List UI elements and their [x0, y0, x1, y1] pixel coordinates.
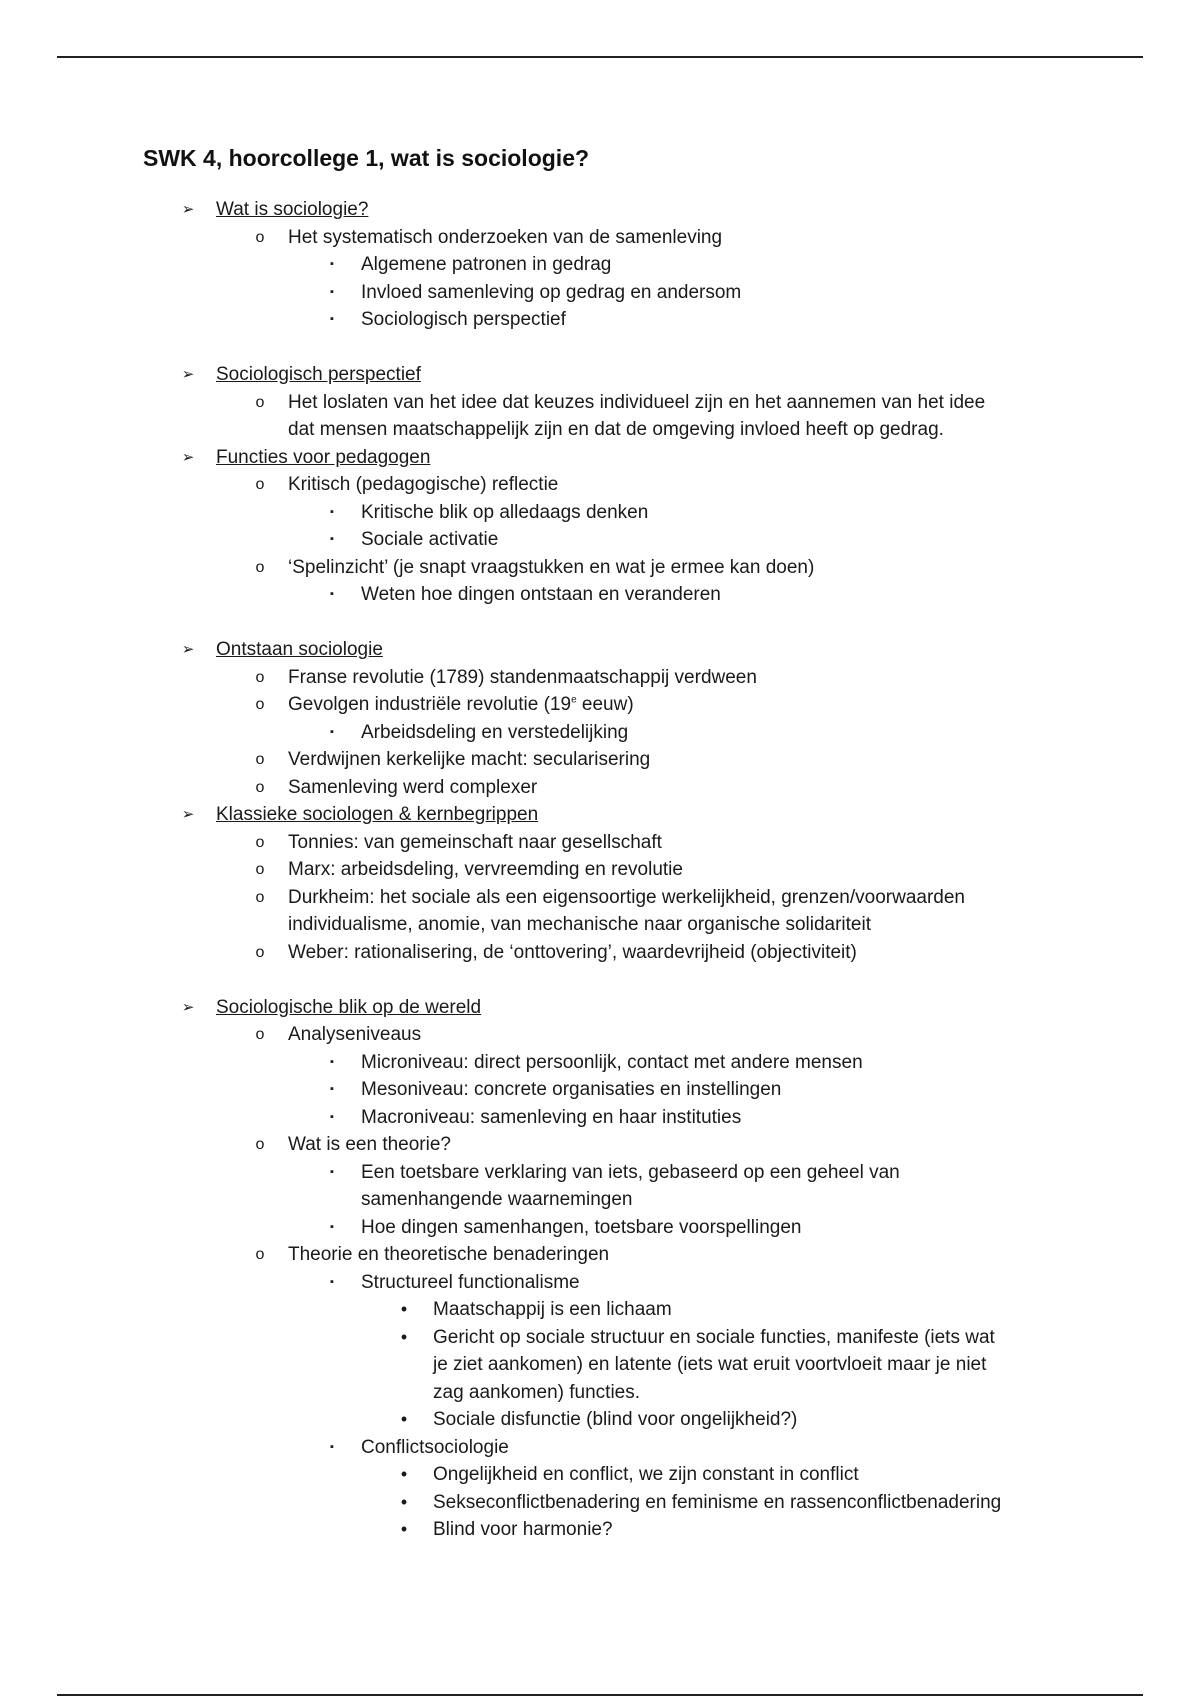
- list-item-continuation: [0, 1351, 1200, 1379]
- dot-bullet-icon: •: [400, 1519, 408, 1539]
- circle-bullet-icon: o: [255, 778, 265, 796]
- circle-bullet-icon: o: [255, 1246, 265, 1263]
- item-text: Hoe dingen samenhangen, toetsbare voorspellingen: [361, 1216, 802, 1238]
- circle-bullet-icon: o: [255, 393, 265, 411]
- page-title: SWK 4, hoorcollege 1, wat is sociologie?: [143, 145, 590, 171]
- item-text: Marx: arbeidsdeling, vervreemding en revolutie: [288, 859, 683, 880]
- list-item: [0, 1131, 1200, 1159]
- section-heading: [0, 361, 1200, 389]
- list-item: [0, 774, 1200, 802]
- circle-bullet-icon: o: [255, 1136, 265, 1153]
- list-item: [0, 829, 1200, 857]
- square-bullet-icon: ▪: [330, 1110, 334, 1123]
- list-item: [0, 1241, 1200, 1269]
- dot-bullet-icon: •: [400, 1409, 408, 1429]
- square-bullet-icon: ▪: [330, 505, 334, 518]
- sub-list-item: [0, 526, 1200, 554]
- item-text: Arbeidsdeling en verstedelijking: [361, 721, 629, 743]
- list-item: [0, 939, 1200, 967]
- arrow-bullet-icon: ➢: [181, 448, 195, 466]
- sub-list-item: [0, 719, 1200, 747]
- circle-bullet-icon: o: [255, 861, 265, 878]
- item-text: Kritisch (pedagogische) reflectie: [288, 474, 559, 495]
- item-text: Weber: rationalisering, de ‘onttovering’, waardevrijheid (objectiviteit): [288, 941, 857, 963]
- item-text: Structureel functionalisme: [361, 1271, 580, 1293]
- item-text: Mesoniveau: concrete organisaties en instellingen: [361, 1079, 782, 1100]
- item-text: Sociologisch perspectief: [216, 364, 421, 385]
- list-item-continuation: [0, 1379, 1200, 1407]
- section-heading: [0, 636, 1200, 664]
- footer-rule: [57, 1694, 1143, 1696]
- item-text: Maatschappij is een lichaam: [433, 1299, 672, 1320]
- header-rule: [57, 56, 1143, 58]
- square-bullet-icon: ▪: [330, 258, 334, 270]
- arrow-bullet-icon: ➢: [181, 201, 195, 218]
- item-text: je ziet aankomen) en latente (iets wat eruit voortvloeit maar je niet: [433, 1354, 987, 1375]
- section-heading: [0, 196, 1200, 224]
- sub-sub-list-item: [0, 1296, 1200, 1324]
- sub-sub-list-item: [0, 1461, 1200, 1489]
- dot-bullet-icon: •: [400, 1326, 408, 1347]
- circle-bullet-icon: o: [255, 1026, 265, 1043]
- outline: [0, 196, 1200, 1544]
- sub-list-item: [0, 1434, 1200, 1462]
- item-text: Tonnies: van gemeinschaft naar gesellschaft: [288, 831, 662, 853]
- sub-sub-list-item: [0, 1516, 1200, 1544]
- circle-bullet-icon: o: [255, 668, 265, 686]
- list-item: [0, 1021, 1200, 1049]
- spacer: [0, 334, 1200, 362]
- sub-list-item: [0, 499, 1200, 527]
- list-item-continuation: [0, 416, 1200, 444]
- list-item: [0, 691, 1200, 719]
- square-bullet-icon: ▪: [330, 1083, 334, 1095]
- square-bullet-icon: ▪: [330, 313, 334, 325]
- item-text: Ongelijkheid en conflict, we zijn constant in conflict: [433, 1464, 859, 1485]
- list-item: [0, 884, 1200, 912]
- arrow-bullet-icon: ➢: [181, 998, 195, 1016]
- sub-sub-list-item: [0, 1324, 1200, 1352]
- square-bullet-icon: ▪: [330, 725, 334, 738]
- list-item-continuation: [0, 1186, 1200, 1214]
- sub-list-item: [0, 1269, 1200, 1297]
- item-text: Invloed samenleving op gedrag en andersom: [361, 281, 742, 303]
- square-bullet-icon: ▪: [330, 285, 334, 298]
- square-bullet-icon: ▪: [330, 533, 334, 545]
- item-text: Sociale activatie: [361, 529, 499, 550]
- item-text: Kritische blik op alledaags denken: [361, 501, 649, 523]
- spacer: [0, 609, 1200, 637]
- sub-sub-list-item: [0, 1406, 1200, 1434]
- item-text: Verdwijnen kerkelijke macht: secularisering: [288, 749, 651, 770]
- arrow-bullet-icon: ➢: [181, 641, 195, 658]
- item-text: Analyseniveaus: [288, 1024, 422, 1045]
- item-text: samenhangende waarnemingen: [361, 1189, 633, 1210]
- list-item: [0, 471, 1200, 499]
- item-text: Het loslaten van het idee dat keuzes individueel zijn en het aannemen van het idee: [288, 391, 986, 413]
- item-text: ‘Spelinzicht’ (je snapt vraagstukken en wat je ermee kan doen): [288, 556, 815, 578]
- list-item-continuation: [0, 911, 1200, 939]
- item-text: Durkheim: het sociale als een eigensoortige werkelijkheid, grenzen/voorwaarden: [288, 886, 965, 908]
- superscript: e: [571, 694, 577, 706]
- item-text: Functies voor pedagogen: [216, 446, 431, 468]
- item-text: Sociologisch perspectief: [361, 309, 566, 330]
- item-text: Algemene patronen in gedrag: [361, 254, 612, 275]
- square-bullet-icon: ▪: [330, 1165, 334, 1178]
- square-bullet-icon: ▪: [330, 588, 334, 600]
- arrow-bullet-icon: ➢: [181, 806, 195, 823]
- list-item: [0, 224, 1200, 252]
- circle-bullet-icon: o: [255, 228, 265, 246]
- sub-list-item: [0, 279, 1200, 307]
- item-text: Microniveau: direct persoonlijk, contact met andere mensen: [361, 1051, 863, 1073]
- square-bullet-icon: ▪: [330, 1275, 334, 1288]
- item-text: Wat is een theorie?: [288, 1134, 451, 1155]
- item-text: zag aankomen) functies.: [433, 1381, 641, 1403]
- sub-list-item: [0, 581, 1200, 609]
- circle-bullet-icon: o: [255, 943, 265, 961]
- item-text: Macroniveau: samenleving en haar instituties: [361, 1106, 742, 1128]
- square-bullet-icon: ▪: [330, 1220, 334, 1233]
- circle-bullet-icon: o: [255, 558, 265, 576]
- section-heading: [0, 801, 1200, 829]
- item-text: dat mensen maatschappelijk zijn en dat de omgeving invloed heeft op gedrag.: [288, 419, 944, 440]
- sub-list-item: [0, 1076, 1200, 1104]
- spacer: [0, 966, 1200, 994]
- item-text: Blind voor harmonie?: [433, 1519, 613, 1540]
- item-text: individualisme, anomie, van mechanische naar organische solidariteit: [288, 914, 871, 935]
- circle-bullet-icon: o: [255, 833, 265, 851]
- item-text: Sekseconflictbenadering en feminisme en rassenconflictbenadering: [433, 1491, 1002, 1513]
- sub-sub-list-item: [0, 1489, 1200, 1517]
- section-heading: [0, 444, 1200, 472]
- dot-bullet-icon: •: [400, 1491, 408, 1512]
- item-text: Wat is sociologie?: [216, 199, 369, 220]
- arrow-bullet-icon: ➢: [181, 366, 195, 383]
- item-text: Ontstaan sociologie: [216, 639, 383, 660]
- sub-list-item: [0, 306, 1200, 334]
- sub-list-item: [0, 1214, 1200, 1242]
- sub-list-item: [0, 251, 1200, 279]
- list-item: [0, 746, 1200, 774]
- sub-list-item: [0, 1049, 1200, 1077]
- square-bullet-icon: ▪: [330, 1055, 334, 1068]
- dot-bullet-icon: •: [400, 1464, 408, 1484]
- list-item: [0, 664, 1200, 692]
- item-text: Gevolgen industriële revolutie (19e eeuw): [288, 694, 634, 715]
- circle-bullet-icon: o: [255, 751, 265, 768]
- item-text: Sociale disfunctie (blind voor ongelijkheid?): [433, 1409, 798, 1430]
- list-item: [0, 856, 1200, 884]
- item-text: Klassieke sociologen & kernbegrippen: [216, 804, 539, 825]
- circle-bullet-icon: o: [255, 888, 265, 906]
- dot-bullet-icon: •: [400, 1299, 408, 1319]
- section-heading: [0, 994, 1200, 1022]
- item-text: Gericht op sociale structuur en sociale functies, manifeste (iets wat: [433, 1326, 995, 1348]
- sub-list-item: [0, 1159, 1200, 1187]
- square-bullet-icon: ▪: [330, 1440, 334, 1453]
- list-item: [0, 554, 1200, 582]
- item-text: Het systematisch onderzoeken van de samenleving: [288, 226, 723, 248]
- item-text: Conflictsociologie: [361, 1436, 509, 1458]
- item-text: Weten hoe dingen ontstaan en veranderen: [361, 584, 721, 605]
- circle-bullet-icon: o: [255, 696, 265, 713]
- item-text: Samenleving werd complexer: [288, 776, 538, 798]
- item-text: Franse revolutie (1789) standenmaatschappij verdween: [288, 666, 757, 688]
- list-item: [0, 389, 1200, 417]
- sub-list-item: [0, 1104, 1200, 1132]
- circle-bullet-icon: o: [255, 476, 265, 493]
- item-text: Een toetsbare verklaring van iets, gebaseerd op een geheel van: [361, 1161, 900, 1183]
- item-text: Theorie en theoretische benaderingen: [288, 1244, 610, 1265]
- item-text: Sociologische blik op de wereld: [216, 996, 482, 1018]
